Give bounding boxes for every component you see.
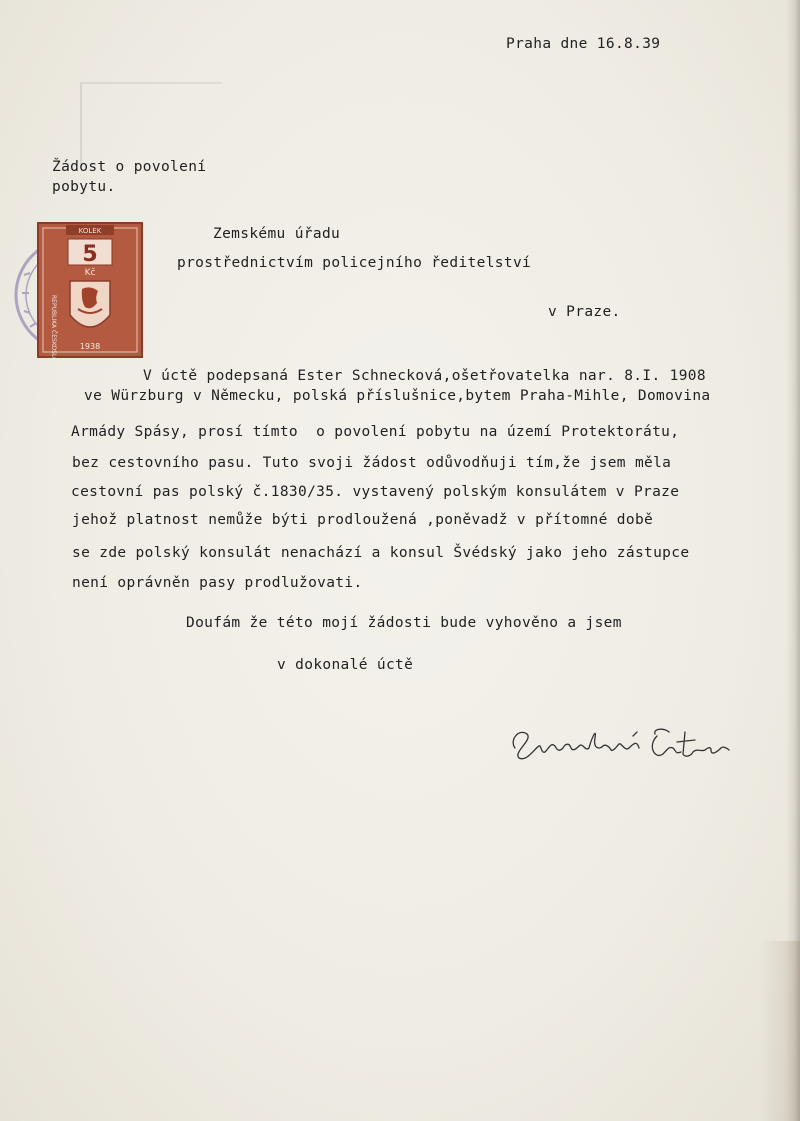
addressee-line-2: prostřednictvím policejního ředitelství xyxy=(177,255,532,271)
stamp-value-text: 5 xyxy=(82,242,98,267)
body-line-4: bez cestovního pasu. Tuto svoji žádost odůvodňuji tím,že jsem měla xyxy=(72,455,672,471)
body-line-1: V úctě podepsaná Ester Schnecková,ošetřovatelka nar. 8.I. 1908 xyxy=(143,368,706,384)
stamp-country-text: REPUBLIKA ČESKOSLOVENSKÁ xyxy=(50,295,57,365)
paper-edge-stain xyxy=(760,941,800,1121)
revenue-stamp xyxy=(10,215,160,365)
subject-line-1: Žádost o povolení xyxy=(52,159,207,175)
body-line-7: se zde polský konsulát nenachází a konsul Švédský jako jeho zástupce xyxy=(72,545,690,561)
body-line-2: ve Würzburg v Německu, polská příslušnice,bytem Praha-Mihle, Domovina xyxy=(84,388,711,404)
stamp-year-text: 1938 xyxy=(79,342,101,351)
faded-stamp-imprint xyxy=(80,82,222,164)
closing-line-1: Doufám že této mojí žádosti bude vyhověno a jsem xyxy=(186,615,622,631)
place-date: Praha dne 16.8.39 xyxy=(506,36,661,52)
addressee-line-1: Zemskému úřadu xyxy=(213,226,341,242)
body-line-6: jehož platnost nemůže býti prodloužená ,poněvadž v přítomné době xyxy=(72,512,654,528)
body-line-3: Armády Spásy, prosí tímto o povolení pobytu na území Protektorátu, xyxy=(71,424,680,440)
body-line-5: cestovní pas polský č.1830/35. vystavený polským konsulátem v Praze xyxy=(71,484,680,500)
body-line-8: není oprávněn pasy prodlužovati. xyxy=(72,575,363,591)
handwritten-signature xyxy=(505,718,735,768)
addressee-line-3: v Praze. xyxy=(548,304,621,320)
stamp-header-text: KOLEK xyxy=(78,227,102,235)
kolek-stamp xyxy=(38,223,142,365)
subject-line-2: pobytu. xyxy=(52,179,116,195)
stamp-currency-text: Kč xyxy=(84,268,96,278)
closing-line-2: v dokonalé úctě xyxy=(277,657,414,673)
